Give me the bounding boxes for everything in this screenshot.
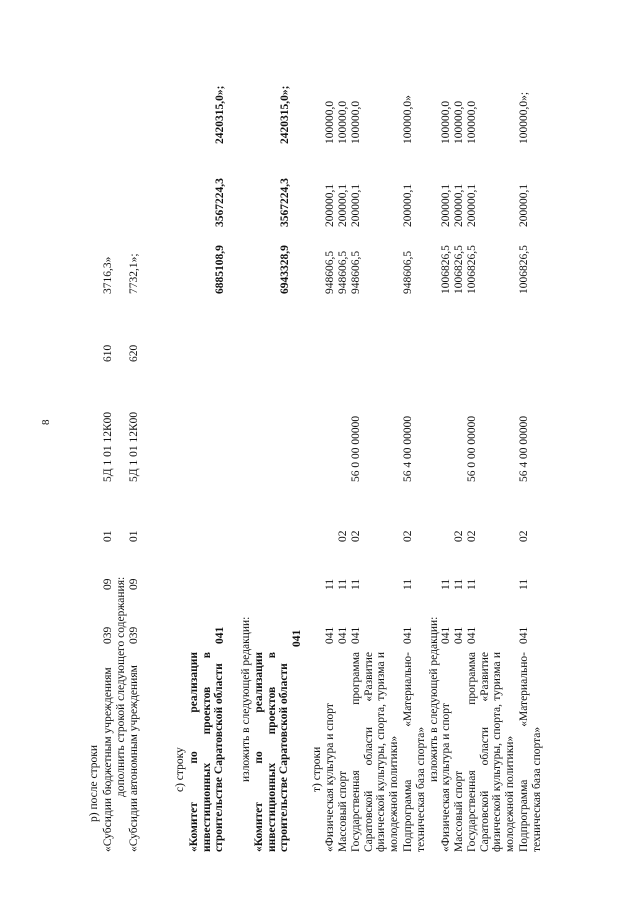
document-body: [88, 62, 608, 852]
row-v2: 3567224,3: [279, 178, 291, 227]
row-pr: 02: [518, 530, 530, 542]
row-v1: 1006826,5: [518, 245, 530, 294]
row-pr: 02: [337, 530, 349, 542]
row-name: Государственная программа Саратовской области «Развитие физической культуры, спорта, туризма и молодежной политики»: [466, 652, 516, 852]
row-v3: 100000,0: [466, 100, 478, 144]
row-v1: 948606,5: [337, 250, 349, 294]
section-r-heading: р) после строки: [88, 745, 100, 822]
row-pr: 01: [128, 530, 140, 542]
section-r-instruction: дополнить строкой следующего содержания:: [115, 576, 127, 797]
section-s-heading: с) строку: [174, 747, 186, 792]
row-rz: 11: [453, 578, 465, 590]
row-rz: 11: [337, 578, 349, 590]
row-cs: 5Д 1 01 12К00: [102, 411, 114, 482]
row-name: Подпрограмма «Материально-техническая база спорта»: [518, 652, 543, 852]
row-name: «Физическая культура и спорт: [440, 703, 452, 852]
section-t-old-row: [337, 62, 350, 852]
row-v2: 200000,1: [324, 183, 336, 227]
row-cs: 56 4 00 00000: [518, 415, 530, 482]
row-name: Подпрограмма «Материально-техническая база спорта»: [402, 652, 427, 852]
row-v1: 948606,5: [350, 250, 362, 294]
row-dept: 041: [214, 626, 226, 644]
section-r-row1: [102, 62, 115, 852]
row-v2: 3567224,3: [214, 178, 226, 227]
row-name: Массовый спорт: [337, 770, 349, 852]
row-cs: 5Д 1 01 12К00: [128, 411, 140, 482]
row-rz: 11: [324, 578, 336, 590]
row-v3: 2420315,0»;: [214, 85, 226, 144]
section-r-row2: [128, 62, 174, 852]
row-v3: 100000,0: [337, 100, 349, 144]
row-name: «Комитет по реализации инвестиционных проектов в строительстве Саратовской области: [188, 652, 225, 852]
row-cs: 56 0 00 00000: [466, 415, 478, 482]
row-pr: 02: [350, 530, 362, 542]
row-rz: 11: [402, 578, 414, 590]
row-rz: 11: [350, 578, 362, 590]
row-dept: 041: [350, 626, 362, 644]
section-t-old-row: [402, 62, 428, 852]
row-v3: 100000,0: [324, 100, 336, 144]
row-v2: 200000,1: [466, 183, 478, 227]
row-name: «Субсидии автономным учреждениям: [128, 665, 140, 852]
row-cs: 56 0 00 00000: [350, 415, 362, 482]
row-v2: 200000,1: [440, 183, 452, 227]
row-rz: 11: [440, 578, 452, 590]
row-dept: 041: [402, 626, 414, 644]
row-v2: 200000,1: [453, 183, 465, 227]
row-pr: 02: [466, 530, 478, 542]
row-name: Массовый спорт: [453, 770, 465, 852]
row-v1: 1006826,5: [453, 245, 465, 294]
row-v1: 6885108,9: [214, 245, 226, 294]
row-dept: 039: [102, 626, 114, 644]
row-dept: 041: [291, 629, 303, 647]
row-dept: 041: [324, 626, 336, 644]
row-v3: 2420315,0»;: [279, 85, 291, 144]
section-s-row1: [188, 62, 240, 852]
row-dept: 039: [128, 626, 140, 644]
section-t-new-row: [518, 62, 544, 852]
row-name: «Физическая культура и спорт: [324, 703, 336, 852]
section-t-old-row: [324, 62, 337, 852]
row-v3: 100000,0»: [402, 95, 414, 144]
row-v3: 100000,0: [350, 100, 362, 144]
row-pr: 02: [453, 530, 465, 542]
row-vr: 620: [128, 344, 140, 362]
section-t-old-row: [350, 62, 402, 852]
row-v1: 3716,3»: [102, 256, 114, 294]
row-cs: 56 4 00 00000: [402, 415, 414, 482]
section-s-row2: [253, 62, 311, 852]
row-v3: 100000,0»;: [518, 91, 530, 144]
section-t-new-row: [440, 62, 453, 852]
row-v3: 100000,0: [440, 100, 452, 144]
row-pr: 02: [402, 530, 414, 542]
row-v3: 100000,0: [453, 100, 465, 144]
row-vr: 610: [102, 344, 114, 362]
row-rz: 09: [128, 578, 140, 590]
row-v1: 1006826,5: [440, 245, 452, 294]
row-dept: 041: [518, 626, 530, 644]
row-v2: 200000,1: [402, 183, 414, 227]
row-rz: 09: [102, 578, 114, 590]
row-rz: 11: [466, 578, 478, 590]
row-dept: 041: [466, 626, 478, 644]
row-v1: 6943328,9: [279, 245, 291, 294]
row-v2: 200000,1: [518, 183, 530, 227]
row-name: Государственная программа Саратовской области «Развитие физической культуры, спорта, туризма и молодежной политики»: [350, 652, 400, 852]
section-t-instruction: изложить в следующей редакции:: [428, 616, 440, 782]
row-name: «Комитет по реализации инвестиционных проектов в строительстве Саратовской области: [253, 652, 290, 852]
section-s-instruction: изложить в следующей редакции:: [240, 616, 252, 782]
row-dept: 041: [440, 626, 452, 644]
row-name: «Субсидии бюджетным учреждениям: [102, 667, 114, 852]
section-t-new-row: [466, 62, 518, 852]
page-number: 8: [40, 419, 52, 425]
row-v2: 200000,1: [350, 183, 362, 227]
section-t-heading: т) строки: [311, 746, 323, 792]
section-t-new-row: [453, 62, 466, 852]
row-v2: 200000,1: [337, 183, 349, 227]
row-rz: 11: [518, 578, 530, 590]
row-v1: 1006826,5: [466, 245, 478, 294]
row-pr: 01: [102, 530, 114, 542]
row-v1: 948606,5: [402, 250, 414, 294]
row-dept: 041: [337, 626, 349, 644]
row-v1: 948606,5: [324, 250, 336, 294]
row-v1: 7732,1»;: [128, 253, 140, 294]
row-dept: 041: [453, 626, 465, 644]
